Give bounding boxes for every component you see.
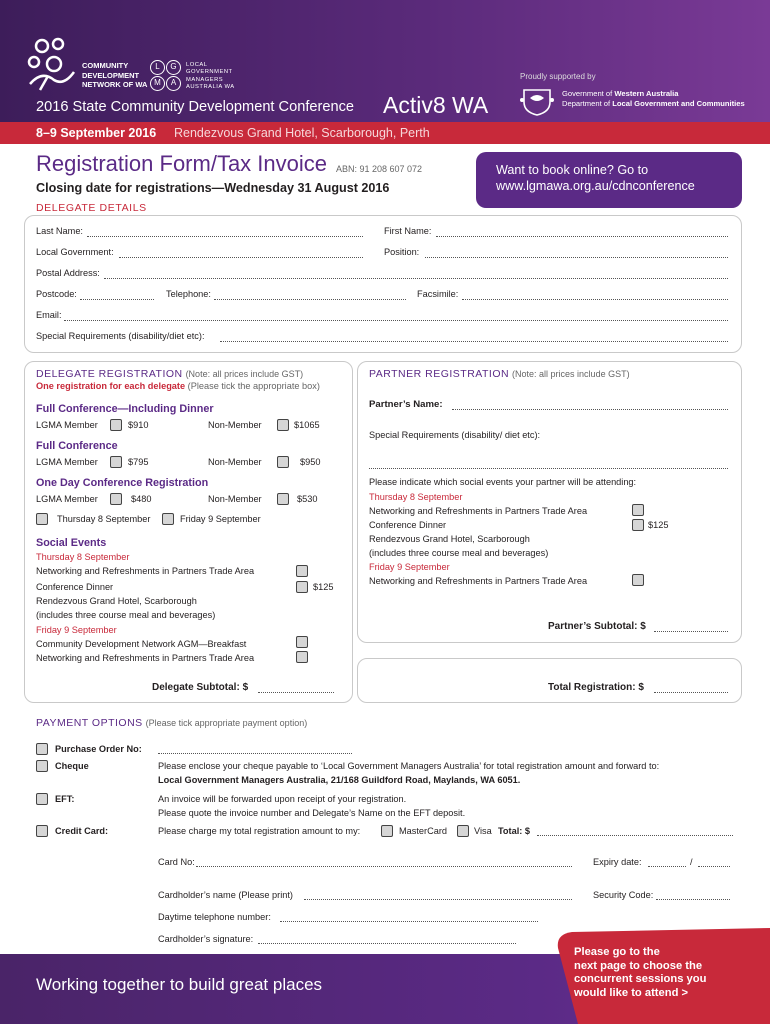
partner-thursday-label: Thursday 8 September bbox=[369, 492, 463, 502]
special-requirements-label: Special Requirements (disability/diet etc): bbox=[36, 331, 205, 341]
social-dinner-venue: Rendezvous Grand Hotel, Scarborough bbox=[36, 596, 197, 606]
last-name-field[interactable] bbox=[87, 236, 363, 237]
lgma-logo-icon bbox=[150, 60, 182, 92]
purchase-order-field[interactable] bbox=[158, 753, 352, 754]
full-member-price: $795 bbox=[128, 457, 149, 467]
credit-card-instructions: Please charge my total registration amount to my: bbox=[158, 826, 361, 836]
book-online-url[interactable]: www.lgmawa.org.au/cdnconference bbox=[496, 179, 695, 193]
mastercard-label: MasterCard bbox=[399, 826, 447, 836]
lgma-name-4: AUSTRALIA WA bbox=[186, 83, 235, 90]
position-label: Position: bbox=[384, 247, 420, 257]
cdn-name-2: DEVELOPMENT bbox=[82, 70, 140, 80]
position-field[interactable] bbox=[425, 257, 728, 258]
dept-line bbox=[562, 99, 745, 109]
partner-subtotal-field[interactable] bbox=[654, 631, 728, 632]
full-conference-heading: Full Conference bbox=[36, 440, 118, 452]
partner-friday-label: Friday 9 September bbox=[369, 562, 450, 572]
partner-subtotal-label: Partner’s Subtotal: $ bbox=[548, 621, 646, 632]
delegate-registration-note: (Note: all prices include GST) bbox=[185, 369, 304, 379]
social-agm-checkbox[interactable] bbox=[296, 636, 308, 648]
social-friday-label: Friday 9 September bbox=[36, 625, 117, 635]
conference-title: 2016 State Community Development Conference bbox=[36, 99, 354, 115]
full-member-checkbox[interactable] bbox=[110, 456, 122, 468]
full-dinner-member-price: $910 bbox=[128, 420, 149, 430]
partner-networking-thursday: Networking and Refreshments in Partners Trade Area bbox=[369, 506, 588, 516]
email-field[interactable] bbox=[64, 320, 728, 321]
non-member-label-1: Non-Member bbox=[208, 420, 262, 430]
next-page-line4: would like to attend > bbox=[574, 986, 689, 999]
expiry-separator: / bbox=[690, 857, 693, 867]
lgma-name-1: LOCAL bbox=[186, 62, 208, 68]
partner-dinner-checkbox[interactable] bbox=[632, 519, 644, 531]
full-dinner-non-member-price: $1065 bbox=[294, 420, 320, 430]
lgma-member-label-3: LGMA Member bbox=[36, 494, 98, 504]
cdn-logo-icon bbox=[24, 36, 80, 92]
non-member-label-2: Non-Member bbox=[208, 457, 262, 467]
cheque-instructions: Please enclose your cheque payable to ‘Local Government Managers Australia’ for total registration amount and forward to: bbox=[158, 761, 660, 771]
gov-wa-bold: Western Australia bbox=[614, 89, 679, 98]
one-registration-note: One registration for each delegate bbox=[36, 381, 186, 391]
event-venue: Rendezvous Grand Hotel, Scarborough, Perth bbox=[174, 126, 430, 140]
partner-dinner-label: Conference Dinner bbox=[369, 520, 447, 530]
friday-option-label: Friday 9 September bbox=[180, 514, 261, 524]
social-dinner-includes: (includes three course meal and beverages) bbox=[36, 610, 216, 620]
expiry-year-field[interactable] bbox=[698, 866, 730, 867]
cdn-name-3: NETWORK OF WA bbox=[82, 80, 148, 89]
social-networking-thursday: Networking and Refreshments in Partners Trade Area bbox=[36, 566, 255, 576]
event-dates: 8–9 September 2016 bbox=[36, 126, 157, 140]
purchase-order-label: Purchase Order No: bbox=[55, 744, 142, 754]
full-dinner-non-member-checkbox[interactable] bbox=[277, 419, 289, 431]
cheque-address: Local Government Managers Australia, 21/168 Guildford Road, Maylands, WA 6051. bbox=[158, 775, 521, 785]
expiry-label: Expiry date: bbox=[593, 857, 642, 867]
email-label: Email: bbox=[36, 310, 62, 320]
full-dinner-member-checkbox[interactable] bbox=[110, 419, 122, 431]
lgma-member-label-1: LGMA Member bbox=[36, 420, 98, 430]
partner-special-field[interactable] bbox=[369, 468, 728, 469]
social-dinner-checkbox[interactable] bbox=[296, 581, 308, 593]
cardholder-name-label: Cardholder’s name (Please print) bbox=[158, 890, 293, 900]
facsimile-field[interactable] bbox=[462, 299, 728, 300]
total-registration-box bbox=[357, 658, 742, 703]
one-day-member-checkbox[interactable] bbox=[110, 493, 122, 505]
security-code-field[interactable] bbox=[656, 899, 730, 900]
lgma-member-label-2: LGMA Member bbox=[36, 457, 98, 467]
gov-wa-prefix: Government of bbox=[562, 89, 615, 98]
one-day-non-member-checkbox[interactable] bbox=[277, 493, 289, 505]
payment-options-heading: PAYMENT OPTIONS bbox=[36, 717, 143, 729]
partner-registration-note: (Note: all prices include GST) bbox=[512, 369, 630, 379]
next-page-line1: Please go to the bbox=[574, 946, 660, 958]
lgma-letter-g: G bbox=[166, 60, 181, 75]
partner-dinner-includes: (includes three course meal and beverages) bbox=[369, 548, 549, 558]
postal-address-field[interactable] bbox=[104, 278, 728, 279]
tick-note: (Please tick the appropriate box) bbox=[187, 381, 320, 391]
daytime-phone-label: Daytime telephone number: bbox=[158, 912, 271, 922]
visa-label: Visa bbox=[474, 826, 492, 836]
social-dinner-price: $125 bbox=[313, 582, 334, 592]
cheque-checkbox[interactable] bbox=[36, 760, 48, 772]
one-day-member-price: $480 bbox=[131, 494, 152, 504]
cdn-name-1: COMMUNITY bbox=[82, 61, 129, 70]
postcode-field[interactable] bbox=[80, 299, 154, 300]
first-name-label: First Name: bbox=[384, 226, 432, 236]
eft-label: EFT: bbox=[55, 794, 75, 804]
next-page-line3: concurrent sessions you bbox=[574, 973, 707, 985]
social-dinner-label: Conference Dinner bbox=[36, 582, 114, 592]
book-online-box[interactable] bbox=[476, 152, 742, 208]
lgma-name-3: MANAGERS bbox=[186, 76, 224, 83]
partner-networking-friday: Networking and Refreshments in Partners Trade Area bbox=[369, 576, 588, 586]
credit-card-label: Credit Card: bbox=[55, 826, 109, 836]
expiry-month-field[interactable] bbox=[648, 866, 686, 867]
total-registration-label: Total Registration: $ bbox=[548, 682, 644, 693]
header-banner bbox=[0, 0, 770, 122]
thursday-option-checkbox[interactable] bbox=[36, 513, 48, 525]
partner-networking-friday-checkbox[interactable] bbox=[632, 574, 644, 586]
cc-total-field[interactable] bbox=[537, 835, 733, 836]
delegate-registration-heading: DELEGATE REGISTRATION bbox=[36, 368, 183, 380]
social-thursday-label: Thursday 8 September bbox=[36, 552, 130, 562]
dept-bold: Local Government and Communities bbox=[612, 98, 745, 108]
mastercard-checkbox[interactable] bbox=[381, 825, 393, 837]
purchase-order-checkbox[interactable] bbox=[36, 743, 48, 755]
daytime-phone-field[interactable] bbox=[280, 921, 538, 922]
card-number-label: Card No: bbox=[158, 857, 195, 867]
partner-special-label: Special Requirements (disability/ diet etc): bbox=[369, 430, 541, 440]
closing-date: Closing date for registrations—Wednesday 31 August 2016 bbox=[36, 181, 390, 195]
local-government-label: Local Government: bbox=[36, 247, 114, 257]
wa-crest-icon bbox=[520, 86, 554, 116]
one-day-non-member-price: $530 bbox=[297, 494, 318, 504]
cardholder-name-field[interactable] bbox=[304, 899, 572, 900]
eft-instructions-1: An invoice will be forwarded upon receipt of your registration. bbox=[158, 794, 407, 804]
partner-dinner-price: $125 bbox=[648, 520, 669, 530]
first-name-field[interactable] bbox=[436, 236, 728, 237]
eft-instructions-2: Please quote the invoice number and Delegate’s Name on the EFT deposit. bbox=[158, 808, 466, 818]
friday-option-checkbox[interactable] bbox=[162, 513, 174, 525]
total-registration-field[interactable] bbox=[654, 692, 728, 693]
thursday-option-label: Thursday 8 September bbox=[57, 514, 151, 524]
security-code-label: Security Code: bbox=[593, 890, 654, 900]
form-title: Registration Form/Tax Invoice bbox=[36, 151, 327, 176]
date-ribbon bbox=[0, 122, 770, 144]
partner-name-label: Partner’s Name: bbox=[369, 399, 443, 410]
footer-tagline: Working together to build great places bbox=[36, 975, 323, 994]
gov-wa-line bbox=[562, 89, 745, 99]
telephone-field[interactable] bbox=[214, 299, 406, 300]
social-networking-friday-checkbox[interactable] bbox=[296, 651, 308, 663]
signature-label: Cardholder’s signature: bbox=[158, 934, 254, 944]
dept-prefix: Department of bbox=[562, 98, 613, 108]
social-agm-label: Community Development Network AGM—Breakfast bbox=[36, 639, 247, 649]
full-dinner-heading: Full Conference—Including Dinner bbox=[36, 403, 214, 415]
cheque-label: Cheque bbox=[55, 761, 89, 771]
card-number-field[interactable] bbox=[196, 866, 572, 867]
full-non-member-checkbox[interactable] bbox=[277, 456, 289, 468]
one-day-heading: One Day Conference Registration bbox=[36, 477, 209, 489]
partner-indicate-label: Please indicate which social events your partner will be attending: bbox=[369, 477, 637, 487]
proudly-supported: Proudly supported by bbox=[520, 72, 596, 81]
social-networking-thursday-checkbox[interactable] bbox=[296, 565, 308, 577]
eft-checkbox[interactable] bbox=[36, 793, 48, 805]
delegate-details-heading: DELEGATE DETAILS bbox=[36, 202, 147, 214]
credit-card-checkbox[interactable] bbox=[36, 825, 48, 837]
payment-options-note: (Please tick appropriate payment option) bbox=[145, 718, 308, 728]
lgma-name-2: GOVERNMENT bbox=[186, 69, 233, 76]
last-name-label: Last Name: bbox=[36, 226, 83, 236]
abn: ABN: 91 208 607 072 bbox=[336, 164, 423, 174]
signature-field[interactable] bbox=[258, 943, 516, 944]
next-page-line2: next page to choose the bbox=[574, 959, 703, 972]
social-events-heading: Social Events bbox=[36, 537, 107, 549]
local-government-field[interactable] bbox=[119, 257, 363, 258]
telephone-label: Telephone: bbox=[166, 289, 211, 299]
partner-networking-thursday-checkbox[interactable] bbox=[632, 504, 644, 516]
book-online-line1: Want to book online? Go to bbox=[496, 163, 649, 177]
activ8-title: Activ8 WA bbox=[383, 92, 489, 118]
partner-dinner-venue: Rendezvous Grand Hotel, Scarborough bbox=[369, 534, 530, 544]
delegate-subtotal-field[interactable] bbox=[258, 692, 334, 693]
lgma-letter-m: M bbox=[150, 76, 165, 91]
postcode-label: Postcode: bbox=[36, 289, 77, 299]
full-non-member-price: $950 bbox=[300, 457, 321, 467]
lgma-letter-l: L bbox=[150, 60, 165, 75]
partner-registration-heading: PARTNER REGISTRATION bbox=[369, 368, 510, 380]
postal-address-label: Postal Address: bbox=[36, 268, 100, 278]
partner-name-field[interactable] bbox=[452, 409, 728, 410]
delegate-subtotal-label: Delegate Subtotal: $ bbox=[152, 682, 249, 693]
next-page-callout[interactable] bbox=[548, 928, 770, 1024]
facsimile-label: Facsimile: bbox=[417, 289, 459, 299]
cc-total-label: Total: $ bbox=[498, 826, 530, 836]
special-requirements-field[interactable] bbox=[220, 341, 728, 342]
lgma-letter-a: A bbox=[166, 76, 181, 91]
visa-checkbox[interactable] bbox=[457, 825, 469, 837]
non-member-label-3: Non-Member bbox=[208, 494, 262, 504]
social-networking-friday: Networking and Refreshments in Partners Trade Area bbox=[36, 653, 255, 663]
